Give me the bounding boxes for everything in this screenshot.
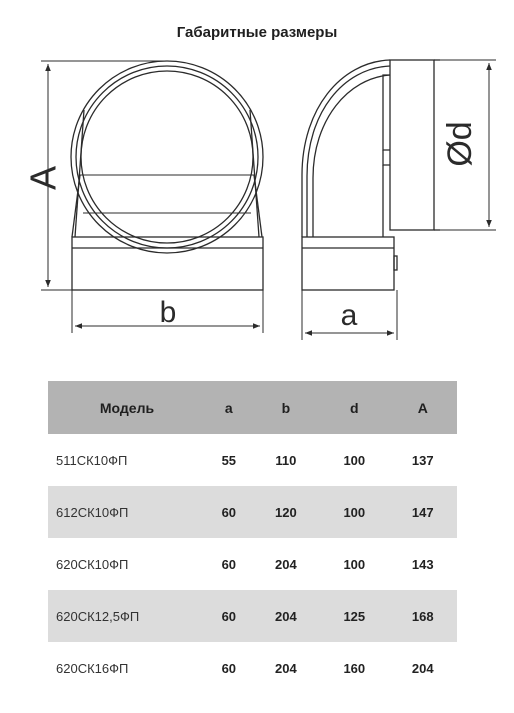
cell-a: 60 [221,660,237,676]
cell-model: 612СК10ФП [48,486,206,538]
cell-a: 60 [221,556,237,572]
cell-b: 204 [275,660,297,676]
header-model: Модель [48,381,206,434]
header-a: a [206,381,252,434]
header-b: b [252,381,320,434]
cell-b: 120 [252,486,320,538]
cell-b: 110 [275,452,297,468]
header-A: A [389,381,457,434]
cell-A: 204 [411,660,434,676]
label-A: A [22,165,64,191]
cell-A: 147 [389,486,457,538]
label-a: a [340,299,358,332]
cell-A: 137 [411,452,434,468]
cell-d: 125 [320,590,388,642]
table-row [48,538,457,590]
cell-d: 160 [343,660,366,676]
cell-a: 55 [221,452,237,468]
table-row [48,486,457,538]
cell-d: 100 [320,486,388,538]
cell-model: 511СК10ФП [56,452,128,468]
cell-d: 100 [343,452,366,468]
cell-model: 620СК10ФП [56,556,129,572]
label-b: b [159,296,177,329]
header-d: d [320,381,388,434]
cell-b: 204 [252,590,320,642]
cell-d: 100 [343,556,366,572]
table-row [48,642,457,694]
cell-b: 204 [275,556,297,572]
page-title: Габаритные размеры [176,24,338,41]
spec-table [48,381,457,694]
table-row [48,434,457,486]
table-header-row [48,381,457,434]
cell-model: 620СК12,5ФП [48,590,206,642]
cell-a: 60 [206,590,252,642]
front-view [71,61,263,290]
table-row [48,590,457,642]
cell-a: 60 [206,486,252,538]
cell-A: 143 [411,556,434,572]
cell-A: 168 [389,590,457,642]
cell-model: 620СК16ФП [56,660,129,676]
label-d: Ød [440,121,479,167]
side-view [302,60,440,290]
